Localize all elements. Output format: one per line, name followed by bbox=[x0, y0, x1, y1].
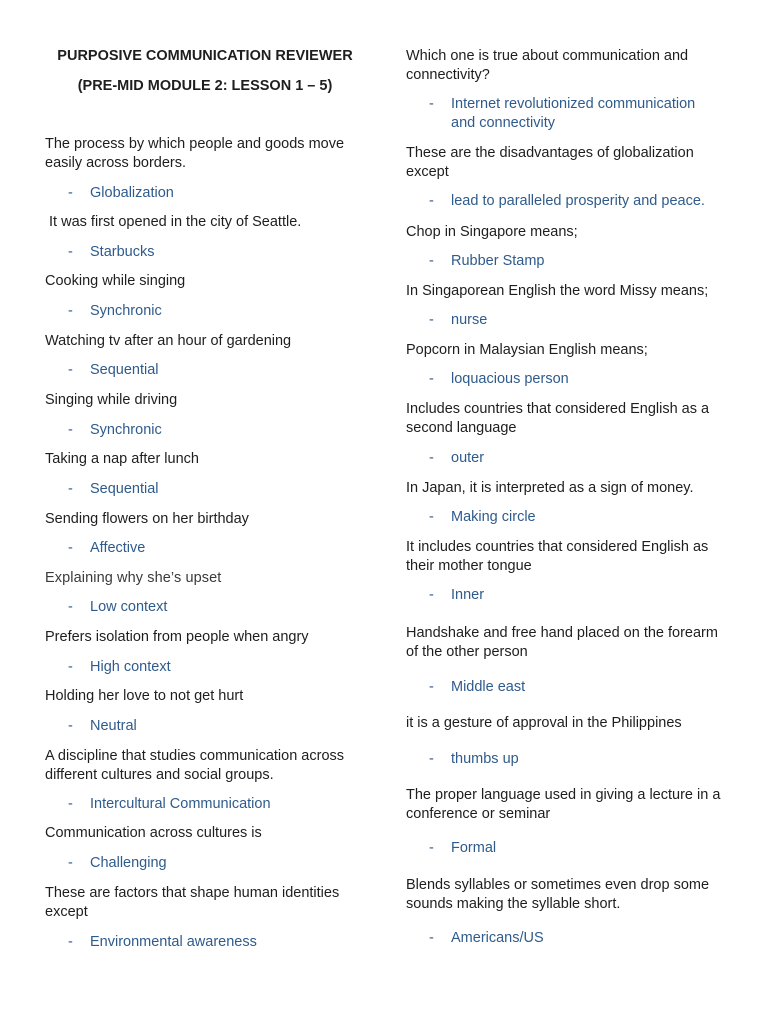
answer bbox=[429, 311, 487, 330]
qa-item bbox=[406, 282, 728, 328]
question: it is a gesture of approval in the Philippines bbox=[406, 715, 682, 731]
answer bbox=[68, 421, 162, 440]
qa-item bbox=[45, 332, 365, 378]
answer bbox=[429, 750, 519, 769]
answer-text: Inner bbox=[451, 587, 485, 603]
answer bbox=[429, 678, 525, 697]
answer bbox=[429, 508, 536, 527]
answer-text: Middle east bbox=[451, 679, 526, 695]
answer-text: Neutral bbox=[90, 718, 137, 734]
qa-item bbox=[45, 213, 365, 260]
answer-text: Low context bbox=[90, 599, 168, 615]
question: Popcorn in Malaysian English means; bbox=[406, 342, 648, 358]
bullet-dash: - bbox=[68, 481, 73, 497]
bullet-dash: - bbox=[429, 587, 434, 603]
question: Blends syllables or sometimes even drop some sounds making the syllable short. bbox=[406, 877, 710, 912]
bullet-dash: - bbox=[68, 599, 73, 615]
question: Taking a nap after lunch bbox=[45, 451, 199, 467]
bullet-dash: - bbox=[68, 362, 73, 378]
bullet-dash: - bbox=[429, 840, 434, 856]
bullet-dash: - bbox=[68, 185, 73, 201]
answer bbox=[429, 839, 496, 858]
bullet-dash: - bbox=[68, 718, 73, 734]
answer bbox=[68, 854, 167, 873]
question: Explaining why she’s upset bbox=[45, 570, 222, 586]
question: Handshake and free hand placed on the forearm of the other person bbox=[406, 625, 718, 660]
bullet-dash: - bbox=[429, 679, 434, 695]
bullet-dash: - bbox=[429, 253, 434, 269]
answer-text: Making circle bbox=[451, 509, 536, 525]
answer bbox=[429, 370, 569, 389]
answer-text: Affective bbox=[90, 540, 146, 556]
answer bbox=[68, 361, 159, 380]
answer-text: thumbs up bbox=[451, 751, 519, 767]
bullet-dash: - bbox=[429, 751, 434, 767]
answer bbox=[429, 586, 484, 605]
qa-item bbox=[45, 824, 365, 871]
bullet-dash: - bbox=[68, 659, 73, 675]
answer bbox=[429, 929, 544, 948]
answer-text: Rubber Stamp bbox=[451, 253, 545, 269]
answer-text: High context bbox=[90, 659, 171, 675]
qa-item bbox=[406, 400, 728, 466]
bullet-dash: - bbox=[429, 96, 434, 112]
question: It includes countries that considered English as their mother tongue bbox=[406, 539, 709, 574]
question: The process by which people and goods move easily across borders. bbox=[45, 136, 345, 171]
answer-text: Sequential bbox=[90, 362, 159, 378]
answer-text: Internet revolutionized communication and connectivity bbox=[451, 96, 696, 131]
answer bbox=[68, 598, 167, 617]
qa-item bbox=[406, 47, 728, 131]
answer-text: nurse bbox=[451, 312, 488, 328]
question: Cooking while singing bbox=[45, 273, 186, 289]
bullet-dash: - bbox=[429, 509, 434, 525]
answer-text: Sequential bbox=[90, 481, 159, 497]
answer-text: Challenging bbox=[90, 855, 167, 871]
answer-text: Intercultural Communication bbox=[90, 796, 271, 812]
bullet-dash: - bbox=[68, 934, 73, 950]
bullet-dash: - bbox=[68, 540, 73, 556]
bullet-dash: - bbox=[68, 244, 73, 260]
question: Communication across cultures is bbox=[45, 825, 262, 841]
qa-item bbox=[406, 223, 728, 269]
question: Which one is true about communication and connectivity? bbox=[406, 48, 689, 83]
qa-item bbox=[45, 884, 365, 950]
answer bbox=[68, 539, 145, 558]
answer bbox=[68, 658, 171, 677]
qa-item bbox=[406, 876, 728, 946]
qa-item bbox=[406, 714, 728, 767]
answer-text: Environmental awareness bbox=[90, 934, 257, 950]
question: Sending flowers on her birthday bbox=[45, 511, 249, 527]
answer-text: Starbucks bbox=[90, 244, 155, 260]
question: In Singaporean English the word Missy means; bbox=[406, 283, 709, 299]
answer bbox=[68, 933, 257, 952]
answer bbox=[429, 252, 545, 271]
answer bbox=[68, 480, 159, 499]
bullet-dash: - bbox=[68, 422, 73, 438]
answer-text: Synchronic bbox=[90, 303, 162, 319]
question: Includes countries that considered English as a second language bbox=[406, 401, 710, 436]
question: These are factors that shape human identities except bbox=[45, 885, 340, 920]
question: These are the disadvantages of globalization except bbox=[406, 145, 694, 180]
qa-item bbox=[406, 144, 728, 209]
answer-text: Americans/US bbox=[451, 930, 544, 946]
qa-item bbox=[406, 341, 728, 387]
qa-item bbox=[45, 569, 365, 615]
question: Singing while driving bbox=[45, 392, 178, 408]
question: A discipline that studies communication across different cultures and social groups. bbox=[45, 748, 345, 783]
bullet-dash: - bbox=[429, 312, 434, 328]
question: Holding her love to not get hurt bbox=[45, 688, 244, 704]
answer bbox=[68, 302, 162, 321]
bullet-dash: - bbox=[429, 450, 434, 466]
bullet-dash: - bbox=[429, 193, 434, 209]
answer-text: lead to paralleled prosperity and peace. bbox=[451, 193, 705, 209]
bullet-dash: - bbox=[68, 303, 73, 319]
qa-item bbox=[406, 479, 728, 525]
qa-item bbox=[406, 624, 728, 695]
bullet-dash: - bbox=[68, 796, 73, 812]
answer bbox=[68, 243, 154, 262]
qa-item bbox=[45, 747, 365, 812]
document-title: PURPOSIVE COMMUNICATION REVIEWER bbox=[57, 48, 353, 64]
answer-text: outer bbox=[451, 450, 485, 466]
qa-item bbox=[45, 272, 365, 319]
bullet-dash: - bbox=[68, 855, 73, 871]
qa-item bbox=[45, 628, 365, 675]
bullet-dash: - bbox=[429, 371, 434, 387]
document-subtitle: (PRE-MID MODULE 2: LESSON 1 – 5) bbox=[77, 78, 333, 94]
qa-item bbox=[45, 391, 365, 438]
question: It was first opened in the city of Seattle. bbox=[45, 214, 302, 230]
answer bbox=[68, 795, 271, 814]
question: Chop in Singapore means; bbox=[406, 224, 578, 240]
answer bbox=[429, 95, 721, 132]
qa-item bbox=[45, 135, 365, 201]
qa-item bbox=[45, 687, 365, 734]
answer-text: Formal bbox=[451, 840, 497, 856]
qa-item bbox=[45, 450, 365, 497]
answer-text: Synchronic bbox=[90, 422, 162, 438]
qa-item bbox=[406, 538, 728, 603]
answer bbox=[68, 184, 174, 203]
answer bbox=[68, 717, 137, 736]
question: In Japan, it is interpreted as a sign of money. bbox=[406, 480, 694, 496]
question: Watching tv after an hour of gardening bbox=[45, 333, 292, 349]
question: Prefers isolation from people when angry bbox=[45, 629, 309, 645]
answer-text: loquacious person bbox=[451, 371, 569, 387]
answer-text: Globalization bbox=[90, 185, 174, 201]
qa-item bbox=[45, 510, 365, 556]
answer bbox=[429, 449, 484, 468]
question: The proper language used in giving a lecture in a conference or seminar bbox=[406, 787, 721, 822]
bullet-dash: - bbox=[429, 930, 434, 946]
answer bbox=[429, 192, 705, 211]
qa-item bbox=[406, 786, 728, 856]
